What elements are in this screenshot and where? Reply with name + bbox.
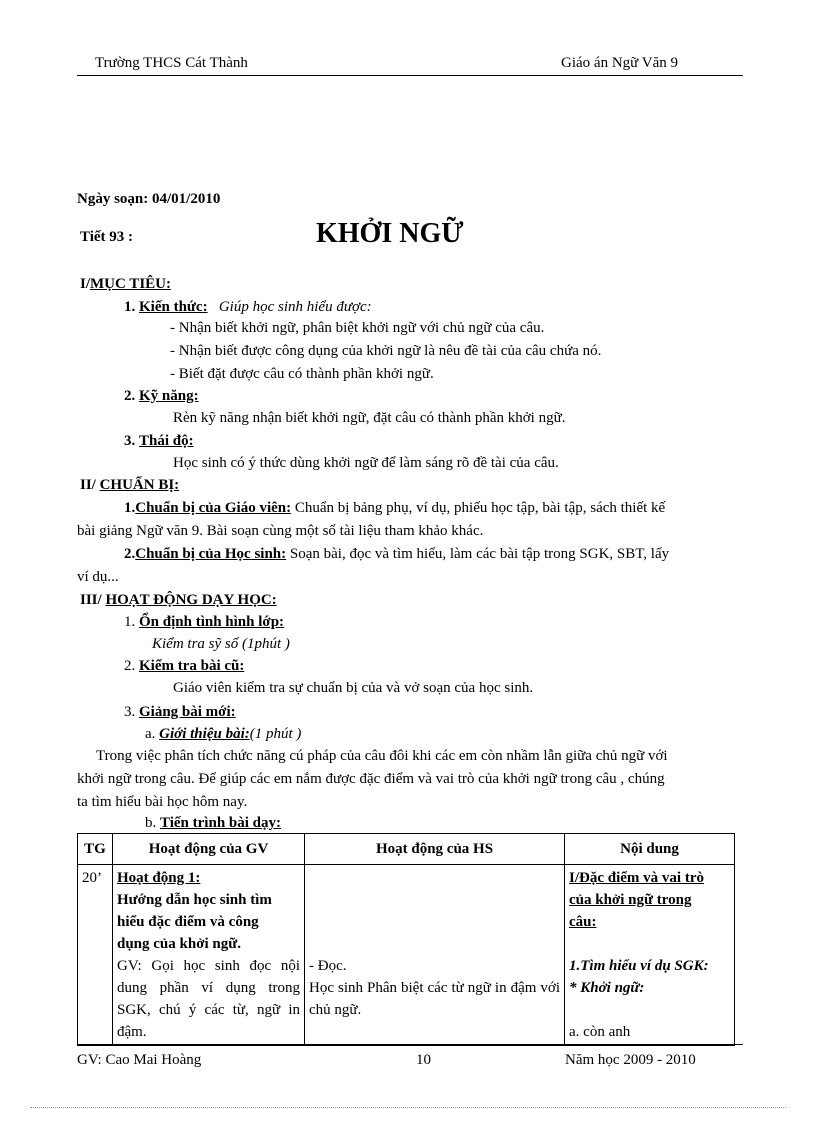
hs-line2: Học sinh Phân biệt các từ ngữ in đậm với chủ ngữ. (309, 980, 560, 1018)
teacher-prep-line2: bài giảng Ngữ văn 9. Bài soạn cùng một số tài liệu tham khảo khác. (77, 523, 484, 539)
footer-rule (77, 1044, 743, 1045)
knowledge-item: - Biết đặt được câu có thành phần khởi ngữ. (170, 366, 434, 382)
step3-heading: 3. Giảng bài mới: (124, 704, 236, 720)
step2-text: Giáo viên kiểm tra sự chuẩn bị của và vở soạn của học sinh. (173, 680, 534, 696)
nd-sub1: 1.Tìm hiểu ví dụ SGK: (569, 958, 709, 974)
student-prep-line2: ví dụ... (77, 569, 119, 585)
step1-heading: 1. Ổn định tình hình lớp: (124, 614, 285, 630)
footer-teacher: GV: Cao Mai Hoàng (77, 1052, 202, 1068)
knowledge-item: - Nhận biết được công dụng của khởi ngữ là nêu đề tài của câu chứa nó. (170, 343, 602, 359)
gv-cell (113, 865, 305, 1046)
header-gv: Hoạt động của GV (113, 834, 305, 865)
hs-line1: - Đọc. (309, 958, 347, 974)
time-cell: 20’ (78, 865, 113, 1046)
nd-heading-line: I/Đặc điểm và vai trò (569, 870, 704, 886)
gv-activity: Hoạt động 1: (117, 870, 201, 886)
step1-text: Kiểm tra sỹ số (1phút ) (152, 636, 290, 652)
footer-school-year: Năm học 2009 - 2010 (565, 1052, 696, 1068)
header-school: Trường THCS Cát Thành (95, 55, 248, 71)
section1-heading: I/MỤC TIÊU: (80, 276, 171, 292)
header-subject: Giáo án Ngữ Văn 9 (561, 55, 678, 71)
nd-heading-line: câu: (569, 914, 597, 930)
gv-text: GV: Gọi học sinh đọc nội dung phần ví dụng trong SGK, chú ý các từ, ngữ in đậm. (117, 958, 300, 1040)
gv-guide-line: dụng của khởi ngữ. (117, 936, 242, 952)
intro-paragraph-line1: Trong việc phân tích chức năng cú pháp của câu đôi khi các em còn nhầm lẫn giữa chủ ngữ với (96, 748, 668, 764)
header-rule (77, 75, 743, 76)
attitude-heading: 3. Thái độ: (124, 433, 194, 449)
intro-heading: a. Giới thiệu bài:(1 phút ) (145, 726, 302, 742)
footer-page-number: 10 (416, 1052, 431, 1068)
header-tg: TG (78, 834, 113, 865)
hs-cell (305, 865, 565, 1046)
intro-paragraph-line3: ta tìm hiểu bài học hôm nay. (77, 794, 248, 810)
step2-heading: 2. Kiểm tra bài cũ: (124, 658, 245, 674)
table-header-row (78, 834, 735, 865)
date-label: Ngày soạn: 04/01/2010 (77, 191, 221, 207)
nd-sub2: * Khởi ngữ: (569, 980, 645, 996)
process-heading: b. Tiến trình bài dạy: (145, 815, 282, 831)
nd-cell (565, 865, 735, 1046)
student-prep-line1: 2.Chuẩn bị của Học sinh: Soạn bài, đọc và tìm hiểu, làm các bài tập trong SGK, SBT, lấy (124, 546, 670, 562)
skills-text: Rèn kỹ năng nhận biết khởi ngữ, đặt câu có thành phần khởi ngữ. (173, 410, 566, 426)
section2-heading: II/ CHUẨN BỊ: (80, 477, 180, 493)
page-edge-rule (30, 1107, 786, 1108)
gv-guide-line: Hướng dẫn học sinh tìm (117, 892, 272, 908)
skills-heading: 2. Kỹ năng: (124, 388, 199, 404)
section3-heading: III/ HOẠT ĐỘNG DẠY HỌC: (80, 592, 277, 608)
nd-heading-line: của khởi ngữ trong (569, 892, 692, 908)
header-hs: Hoạt động của HS (305, 834, 565, 865)
intro-paragraph-line2: khởi ngữ trong câu. Để giúp các em nắm được đặc điểm và vai trò của khởi ngữ trong câu , chúng (77, 771, 665, 787)
nd-item: a. còn anh (569, 1024, 631, 1040)
period-label: Tiết 93 : (80, 229, 134, 245)
attitude-text: Học sinh có ý thức dùng khởi ngữ để làm sáng rõ đề tài của câu. (173, 455, 559, 471)
knowledge-line: 1. Kiến thức: Giúp học sinh hiểu được: (124, 299, 372, 315)
lesson-table (77, 833, 735, 1046)
teacher-prep-line1: 1.Chuẩn bị của Giáo viên: Chuẩn bị bảng phụ, ví dụ, phiếu học tập, bài tập, sách thiết kế (124, 500, 666, 516)
knowledge-item: - Nhận biết khởi ngữ, phân biệt khởi ngữ với chủ ngữ của câu. (170, 320, 545, 336)
gv-guide-line: hiểu đặc điểm và công (117, 914, 259, 930)
table-row (78, 865, 735, 1046)
page-title: KHỞI NGỮ (316, 218, 464, 249)
header-nd: Nội dung (565, 834, 735, 865)
